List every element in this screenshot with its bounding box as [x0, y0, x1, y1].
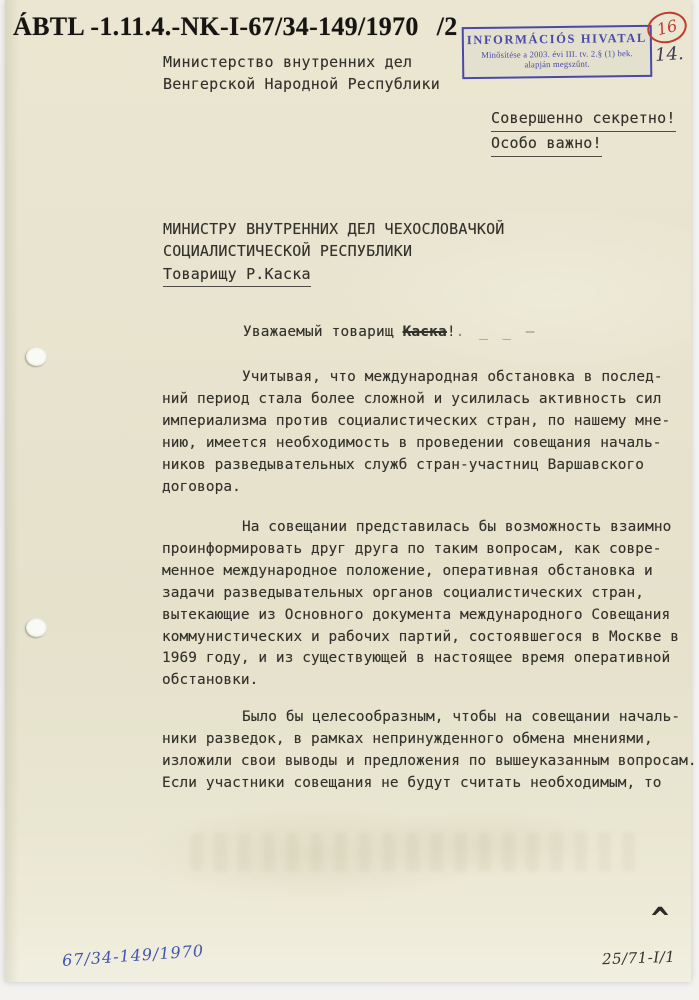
typewritten-line: коммунистических и рабочих партий, состоявшегося в Москве в	[162, 628, 680, 645]
ink-bleed-through	[190, 832, 640, 872]
bottom-right-reference: 25/71-I/1	[601, 947, 676, 969]
typewritten-line: менное международное положение, оперативная обстановка и	[162, 562, 653, 579]
paper-sheet	[5, 0, 697, 982]
caret-mark: ^	[651, 902, 670, 937]
typewritten-line: империализма против социалистических стран, по нашему мне-	[162, 412, 671, 429]
salutation-trailing-marks: . _ _ –	[455, 324, 538, 340]
classification-stamp-title: INFORMÁCIÓS HIVATAL	[466, 30, 647, 48]
typewritten-line: проинформировать друг друга по таким вопросам, как совре-	[162, 540, 662, 557]
secrecy-line-2: Особо важно!	[491, 132, 602, 157]
punch-hole-bottom	[26, 618, 47, 637]
typewritten-line: Было бы целесообразным, чтобы на совещании началь-	[242, 709, 681, 725]
typewritten-line: обстановки.	[162, 672, 259, 689]
typewritten-line: ний период стала более сложной и усилилась активность сил	[162, 390, 662, 407]
typewritten-line: ников разведывательных служб стран-участниц Варшавского	[162, 456, 645, 473]
letterhead-line-2: Венгерской Народной Республики	[163, 75, 440, 94]
addressee-line-3: Товарищу Р.Каска	[163, 263, 311, 287]
classification-stamp-line-2: Minősítése a 2003. évi III. tv. 2.§ (1) bek.	[481, 48, 633, 60]
archival-page-suffix: /2	[436, 12, 458, 41]
salutation-name-struck: Каска	[402, 324, 447, 340]
secrecy-line-1: Совершенно секретно!	[491, 107, 676, 132]
archival-reference-stamp	[13, 12, 458, 42]
typewritten-line: вытекающие из Основного документа международного Совещания	[162, 606, 671, 623]
body-paragraph-1	[162, 367, 680, 498]
addressee-line-1: МИНИСТРУ ВНУТРЕННИХ ДЕЛ ЧЕХОСЛОВАЧКОЙ	[163, 220, 505, 238]
punch-hole-top	[26, 347, 47, 366]
secrecy-marking	[491, 107, 676, 157]
salutation	[243, 324, 537, 356]
salutation-suffix: !	[446, 324, 456, 340]
classification-stamp-line-3: alapján megszűnt.	[524, 58, 590, 70]
typewritten-line: ники разведок, в рамках непринужденного обмена мнениями,	[162, 730, 653, 747]
typewritten-line: 1969 году, и из существующей в настоящее время оперативной	[162, 650, 671, 667]
addressee-block	[163, 218, 505, 287]
typewritten-line: На совещании представилась бы возможность взаимно	[242, 519, 672, 535]
body-paragraph-2	[162, 517, 680, 692]
handwritten-page-number: 14.	[654, 43, 685, 66]
typewritten-line: договора.	[162, 478, 241, 495]
circled-page-number-value: 16	[654, 15, 680, 40]
typewritten-line: нию, имеется необходимость в проведении совещания началь-	[162, 434, 662, 451]
typewritten-line: Учитывая, что международная обстановка в послед-	[242, 369, 663, 385]
typewritten-line: Если участники совещания не будут считать необходимым, то	[162, 774, 662, 791]
salutation-prefix: Уважаемый товарищ	[243, 324, 403, 340]
typewritten-line: задачи разведывательных органов социалистических стран,	[162, 584, 645, 601]
classification-stamp	[462, 25, 653, 79]
letterhead-line-1: Министерство внутренних дел	[163, 53, 413, 71]
letterhead	[163, 51, 440, 96]
body-paragraph-3	[162, 707, 697, 795]
archival-reference-text: ÁBTL -1.11.4.-NK-I-67/34-149/1970	[13, 12, 419, 41]
typewritten-line: изложили свои выводы и предложения по вышеуказанным вопросам.	[162, 752, 697, 769]
bottom-left-reference: 67/34-149/1970	[61, 941, 205, 970]
addressee-line-2: СОЦИАЛИСТИЧЕСКОЙ РЕСПУБЛИКИ	[163, 242, 413, 261]
